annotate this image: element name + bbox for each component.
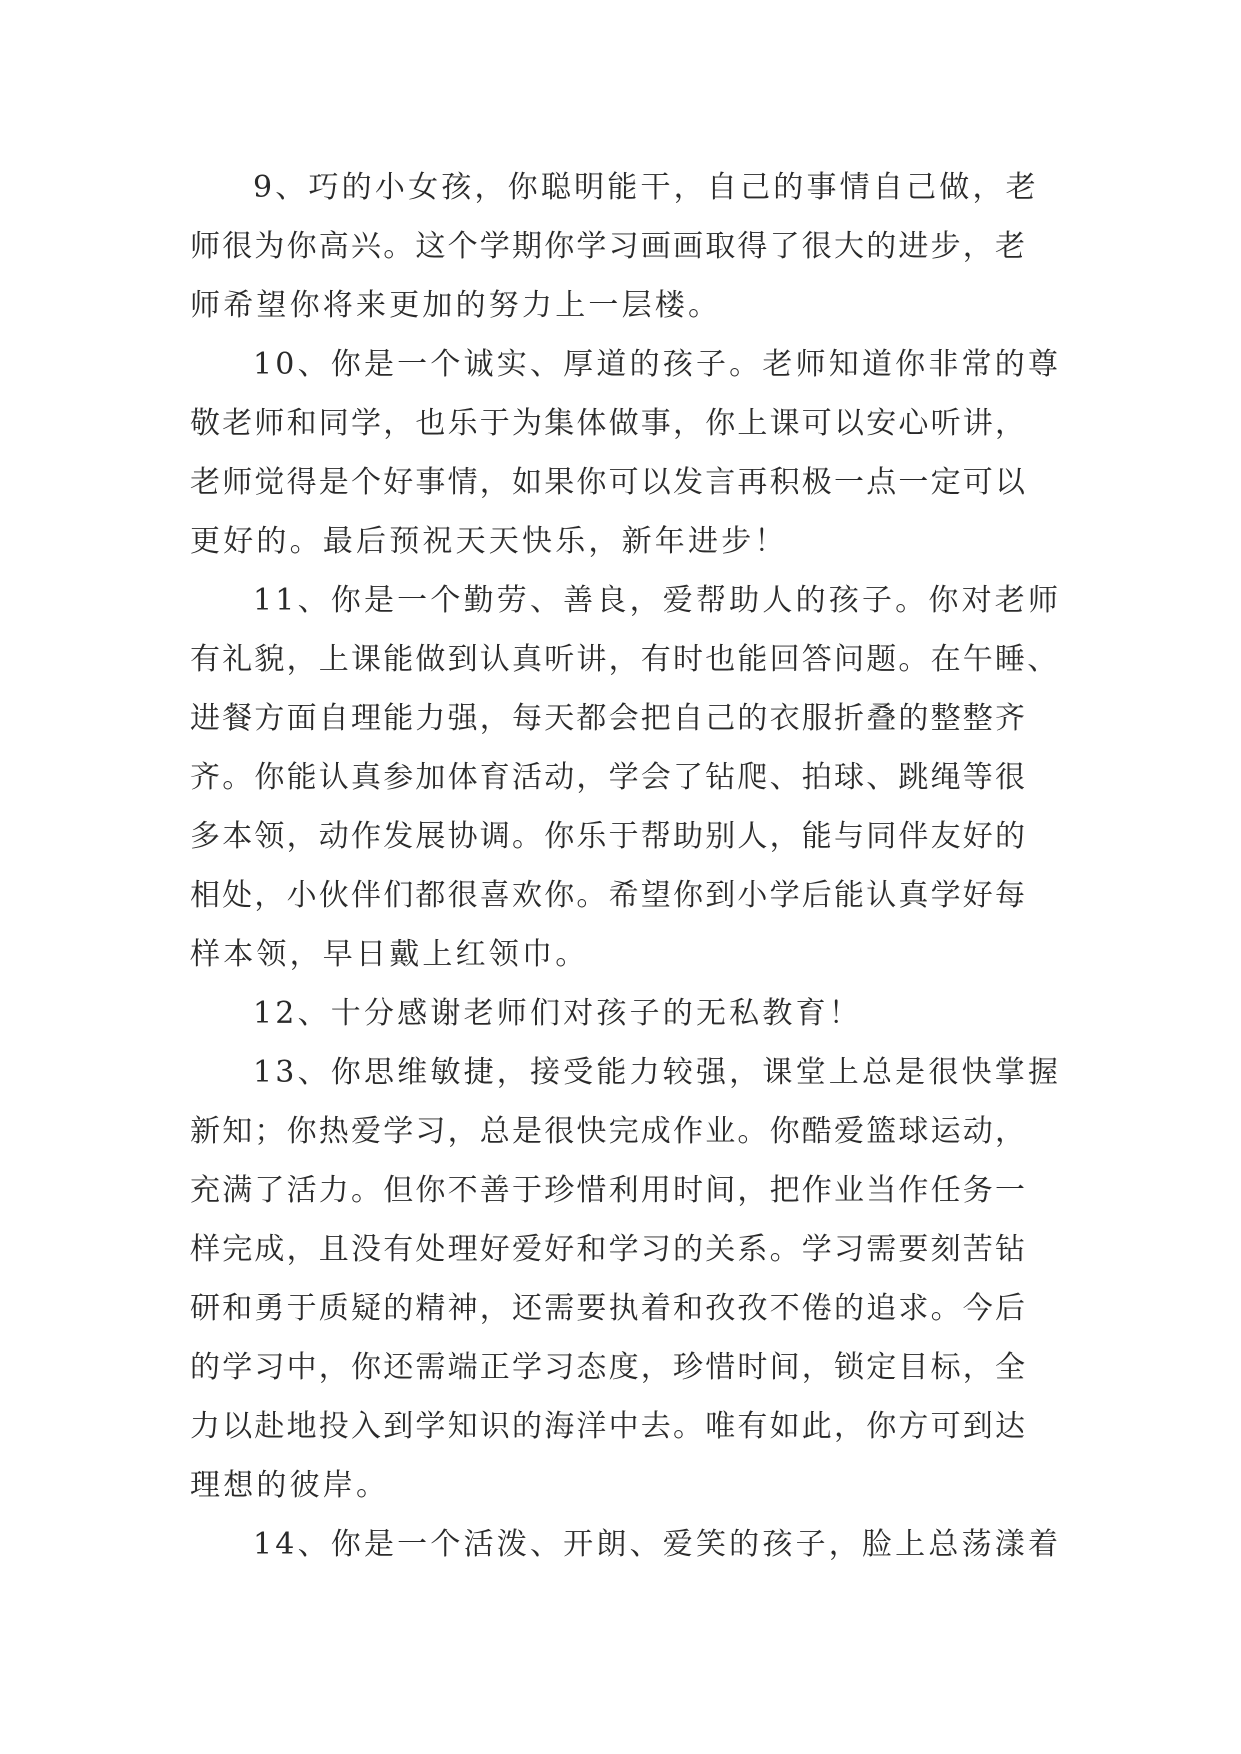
paragraph-line: 敬老师和同学，也乐于为集体做事，你上课可以安心听讲，: [190, 406, 1028, 441]
paragraph-13: [190, 1043, 1062, 1515]
paragraph-line: 师希望你将来更加的努力上一层楼。: [190, 288, 722, 323]
paragraph-line: 13、你思维敏捷，接受能力较强，课堂上总是很快掌握: [253, 1055, 1062, 1090]
paragraph-line: 11、你是一个勤劳、善良，爱帮助人的孩子。你对老师: [253, 583, 1062, 618]
paragraph-line: 理想的彼岸。: [190, 1468, 390, 1503]
paragraph-line: 师很为你高兴。这个学期你学习画画取得了很大的进步，老: [190, 229, 1028, 264]
paragraph-9: [190, 158, 1050, 335]
paragraph-line: 12、十分感谢老师们对孩子的无私教育！: [253, 996, 862, 1031]
paragraph-line: 新知；你热爱学习，总是很快完成作业。你酷爱篮球运动，: [190, 1114, 1028, 1149]
document-body: [190, 158, 1062, 1574]
paragraph-line: 14、你是一个活泼、开朗、爱笑的孩子，脸上总荡漾着: [253, 1527, 1062, 1562]
paragraph-line: 相处，小伙伴们都很喜欢你。希望你到小学后能认真学好每: [190, 878, 1028, 913]
paragraph-10: [190, 335, 1062, 571]
paragraph-line: 更好的。最后预祝天天快乐，新年进步！: [190, 524, 788, 559]
paragraph-line: 9、巧的小女孩，你聪明能干，自己的事情自己做，老: [253, 170, 1039, 205]
paragraph-line: 研和勇于质疑的精神，还需要执着和孜孜不倦的追求。今后: [190, 1291, 1028, 1326]
paragraph-line: 多本领，动作发展协调。你乐于帮助别人，能与同伴友好的: [190, 819, 1028, 854]
paragraph-line: 齐。你能认真参加体育活动，学会了钻爬、拍球、跳绳等很: [190, 760, 1028, 795]
paragraph-11: [190, 571, 1062, 984]
paragraph-line: 有礼貌，上课能做到认真听讲，有时也能回答问题。在午睡、: [190, 642, 1060, 677]
paragraph-14: [190, 1515, 1062, 1574]
paragraph-line: 样本领，早日戴上红领巾。: [190, 937, 589, 972]
paragraph-line: 样完成，且没有处理好爱好和学习的关系。学习需要刻苦钻: [190, 1232, 1028, 1267]
paragraph-12: [190, 984, 1050, 1043]
paragraph-line: 充满了活力。但你不善于珍惜利用时间，把作业当作任务一: [190, 1173, 1028, 1208]
paragraph-line: 的学习中，你还需端正学习态度，珍惜时间，锁定目标，全: [190, 1350, 1028, 1385]
paragraph-line: 10、你是一个诚实、厚道的孩子。老师知道你非常的尊: [253, 347, 1062, 382]
paragraph-line: 进餐方面自理能力强，每天都会把自己的衣服折叠的整整齐: [190, 701, 1028, 736]
paragraph-line: 力以赴地投入到学知识的海洋中去。唯有如此，你方可到达: [190, 1409, 1028, 1444]
paragraph-line: 老师觉得是个好事情，如果你可以发言再积极一点一定可以: [190, 465, 1028, 500]
